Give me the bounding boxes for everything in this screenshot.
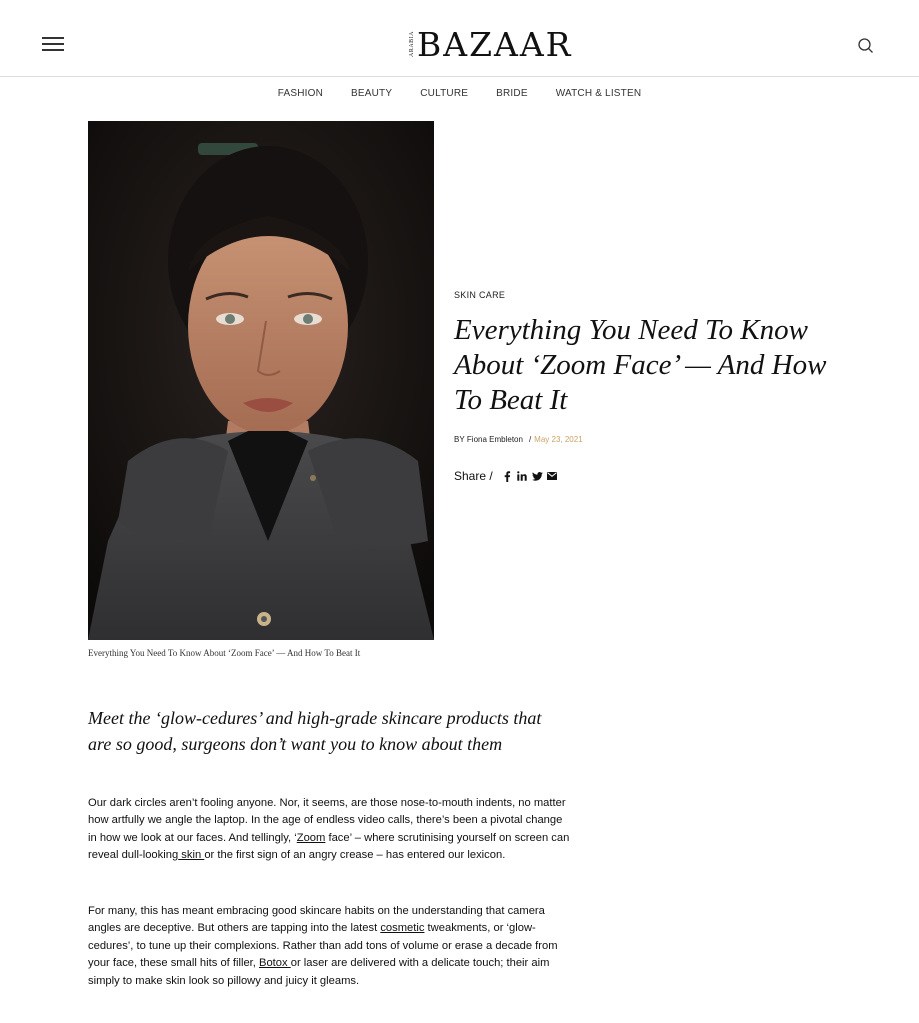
nav-item-culture[interactable]: CULTURE [420, 88, 469, 99]
facebook-icon[interactable] [501, 470, 514, 483]
paragraph-text: tweakments, or ‘glow-cedures’, to tune up their complexions. Rather than add tons of volume or erase a decade from your face, these small hits of filler, [88, 922, 558, 970]
nav-item-beauty[interactable]: BEAUTY [351, 88, 393, 99]
image-caption: Everything You Need To Know About ‘Zoom Face’ — And How To Beat It [88, 648, 361, 658]
main-nav [0, 88, 919, 99]
byline-prefix: BY [454, 435, 465, 444]
site-header [0, 0, 919, 77]
link-cosmetic[interactable]: cosmetic [380, 922, 425, 935]
email-icon[interactable] [546, 470, 559, 483]
author-name[interactable]: Fiona Embleton [466, 435, 523, 444]
portrait-illustration [88, 121, 434, 640]
logo-wordmark: BAZAAR [417, 24, 573, 64]
twitter-icon[interactable] [531, 470, 544, 483]
linkedin-icon[interactable] [516, 470, 529, 483]
logo-region-label: ARABIA [409, 30, 415, 57]
link-zoom[interactable]: Zoom [296, 831, 326, 844]
byline [454, 435, 583, 444]
paragraph-text: or the first sign of an angry crease – has entered our lexicon. [204, 849, 506, 862]
hamburger-menu-icon[interactable] [42, 37, 64, 51]
article-title: Everything You Need To Know About ‘Zoom Face’ — And How To Beat It [454, 314, 827, 416]
nav-item-bride[interactable]: BRIDE [496, 88, 528, 99]
paragraph-text: For many, this has meant embracing good skincare habits on the understanding that camera angles are deceptive. But others are tapping into the latest [88, 905, 545, 935]
share-label: Share / [454, 469, 493, 483]
body-paragraph [88, 903, 570, 990]
link-botox[interactable]: Botox [259, 957, 291, 970]
nav-item-fashion[interactable]: FASHION [277, 88, 324, 99]
paragraph-text: Our dark circles aren’t fooling anyone. Nor, it seems, are those nose-to-mouth indents, no matter how artfully we angle the laptop. In the age of endless video calls, there’s been a pivotal change in how we look at our faces. And tellingly, ‘ [88, 797, 566, 844]
nav-item-watch-listen[interactable]: WATCH & LISTEN [555, 88, 642, 99]
paragraph-text: or laser are delivered with a delicate touch; their aim simply to make skin look so pillowy and juicy it gleams. [88, 957, 550, 987]
article-standfirst: Meet the ‘glow-cedures’ and high-grade skincare products that are so good, surgeons don’t want you to know about them [88, 708, 542, 754]
article-category[interactable]: SKIN CARE [454, 290, 506, 300]
search-icon[interactable] [856, 36, 876, 56]
link-skin[interactable]: skin [178, 849, 205, 862]
paragraph-text: face’ – where scrutinising yourself on screen can reveal dull-looking [88, 831, 570, 862]
body-paragraph [88, 795, 570, 865]
publish-date: May 23, 2021 [534, 435, 583, 444]
byline-separator: / [528, 435, 532, 444]
article-hero-image [88, 121, 434, 640]
site-logo[interactable] [409, 24, 573, 64]
share-bar [454, 469, 561, 483]
